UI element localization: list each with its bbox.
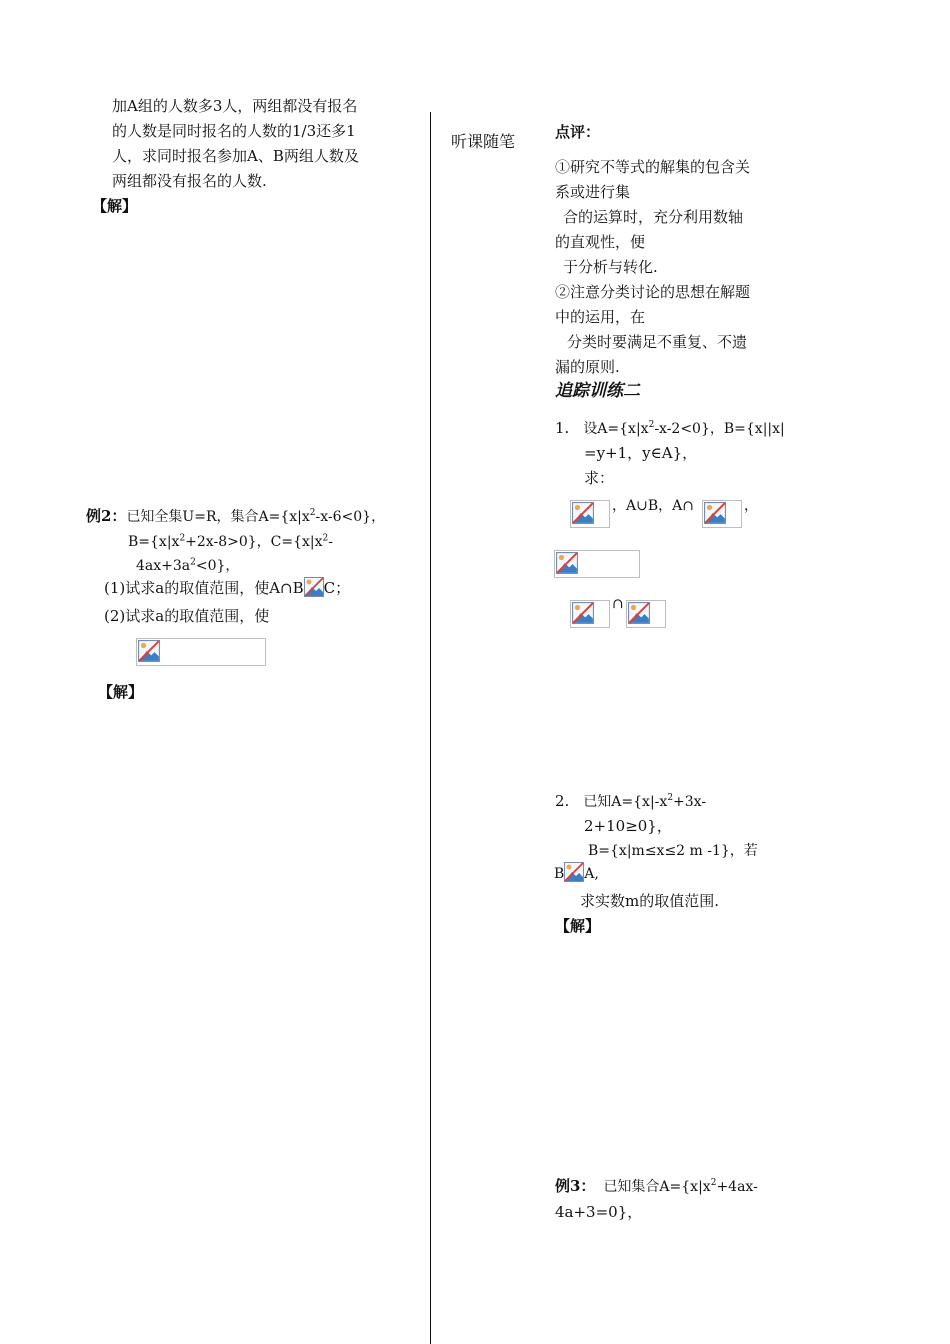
broken-image-icon xyxy=(628,602,650,624)
comment-line: 中的运用，在 xyxy=(555,308,646,326)
comment-title: 点评： xyxy=(555,123,601,141)
comment-line: 的直观性，便 xyxy=(555,233,646,251)
problem-1-line-3: 求： xyxy=(584,469,615,487)
problem-2-line-5: 求实数m的取值范围. xyxy=(580,892,719,910)
image-placeholder xyxy=(570,600,610,628)
solution-label-3: 【解】 xyxy=(555,917,601,935)
example-2-line-1: 例2：已知全集U=R，集合$A=\{x|x^2-x-6<0\}$， xyxy=(86,507,386,525)
image-placeholder xyxy=(626,600,666,628)
image-placeholder xyxy=(570,500,610,528)
broken-image-icon xyxy=(572,602,594,624)
broken-image-icon xyxy=(564,862,584,882)
solution-label-2: 【解】 xyxy=(98,683,144,701)
column-divider xyxy=(430,112,431,1344)
image-placeholder xyxy=(554,550,640,578)
problem-2-line-4: B A, xyxy=(554,862,599,886)
example-3-label: 例3： xyxy=(555,1177,596,1195)
problem-2-line-1: 2. 已知$A=\{x|-x^2+3x-$ xyxy=(555,792,707,810)
example-2-label: 例2： xyxy=(86,507,127,525)
comment-line: ②注意分类讨论的思想在解题 xyxy=(555,283,751,301)
comment-line: 系或进行集 xyxy=(555,183,631,201)
example-2-line-3: $4ax+3a^2<0$}， xyxy=(136,557,240,574)
problem-2-line-2: 2+10≥0}， xyxy=(584,817,672,835)
comment-line: 漏的原则. xyxy=(555,358,620,376)
example-2-question-2: (2)试求a的取值范围，使 xyxy=(104,607,270,625)
intro-line-4: 两组都没有报名的人数. xyxy=(112,172,267,190)
example-2-question-1: (1)试求a的取值范围，使A∩B C； xyxy=(104,579,351,597)
comment-line: 于分析与转化. xyxy=(563,258,658,276)
problem-1-comma: ， xyxy=(744,498,758,514)
broken-image-icon xyxy=(138,640,160,662)
example-3-line-1: 例3： 已知集合$A=\{x|x^2+4ax-$ xyxy=(555,1177,758,1195)
image-placeholder xyxy=(136,638,266,666)
solution-label-1: 【解】 xyxy=(92,197,138,215)
problem-1-set-ops: ，A∪B，A∩ xyxy=(612,498,694,514)
comment-line: 合的运算时，充分利用数轴 xyxy=(563,208,744,226)
problem-1-line-2: =y+1，y∈A}， xyxy=(584,444,698,462)
intersection-symbol: ∩ xyxy=(612,596,624,612)
example-3-line-2: 4a+3=0}， xyxy=(555,1203,643,1221)
image-placeholder xyxy=(702,500,742,528)
comment-line: 分类时要满足不重复、不遗 xyxy=(567,333,748,351)
intro-line-1: 加A组的人数多3人，两组都没有报名 xyxy=(112,97,358,115)
broken-image-icon xyxy=(572,502,594,524)
broken-image-icon xyxy=(704,502,726,524)
intro-line-2: 的人数是同时报名的人数的1/3还多1 xyxy=(112,122,356,140)
problem-2-line-3: B={x|m≤x≤2 m -1}，若 xyxy=(588,843,758,859)
intro-line-3: 人，求同时报名参加A、B两组人数及 xyxy=(112,147,359,165)
margin-note: 听课随笔 xyxy=(451,132,516,151)
problem-1-line-1: 1. 设$A=\{x|x^2-x-2<0\}$，B={x||x| xyxy=(555,419,785,437)
broken-image-icon xyxy=(556,552,578,574)
comment-line: ①研究不等式的解集的包含关 xyxy=(555,158,751,176)
example-2-line-2: $B=\{x|x^2+2x-8>0\}$，$C=\{x|x^2-$ xyxy=(128,533,333,550)
training-title: 追踪训练二 xyxy=(555,381,640,401)
broken-image-icon xyxy=(304,577,324,597)
